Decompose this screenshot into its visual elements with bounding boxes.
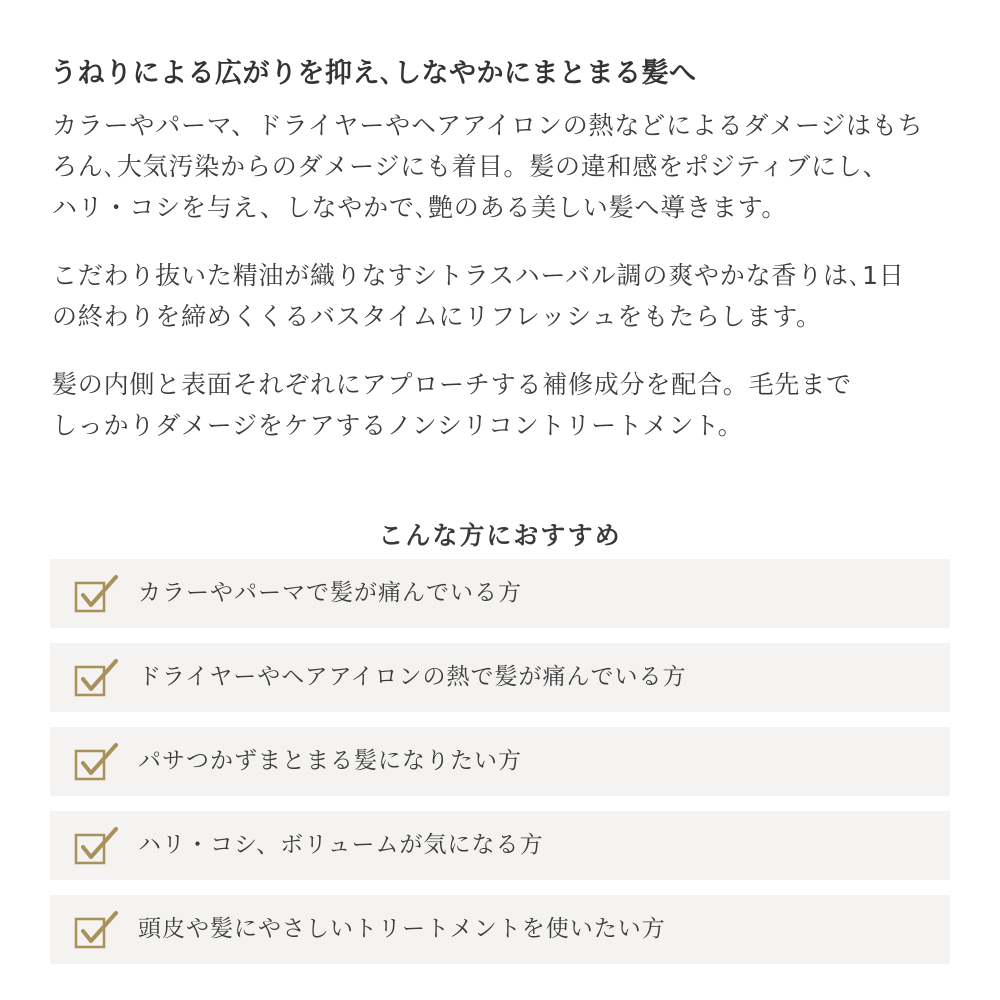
paragraph-line: カラーやパーマ、ドライヤーやヘアアイロンの熱などによるダメージはもち	[52, 111, 924, 140]
paragraph-line: ハリ・コシを与え、しなやかで､艶のある美しい髪へ導きます。	[52, 193, 788, 222]
list-item	[50, 895, 950, 964]
description-paragraph-1	[52, 105, 962, 228]
recommend-list	[50, 559, 950, 979]
checkbox-checked-icon	[74, 826, 118, 866]
description-paragraph-3	[52, 364, 962, 446]
list-item	[50, 643, 950, 712]
paragraph-line: 髪の内側と表面それぞれにアプローチする補修成分を配合。毛先まで	[52, 370, 852, 399]
paragraph-line: ろん､大気汚染からのダメージにも着目。髪の違和感をポジティブにし、	[52, 152, 889, 181]
headline: うねりによる広がりを抑え､しなやかにまとまる髪へ	[50, 58, 697, 90]
list-item	[50, 727, 950, 796]
paragraph-line: の終わりを締めくくるバスタイムにリフレッシュをもたらします。	[52, 302, 822, 331]
checkbox-checked-icon	[74, 574, 118, 614]
checkbox-checked-icon	[74, 742, 118, 782]
recommend-item-text: ハリ・コシ、ボリュームが気になる方	[138, 832, 544, 858]
recommend-item-text: パサつかずまとまる髪になりたい方	[138, 748, 522, 774]
paragraph-line: しっかりダメージをケアするノンシリコントリートメント。	[52, 411, 744, 440]
checkbox-checked-icon	[74, 910, 118, 950]
recommend-item-text: 頭皮や髪にやさしいトリートメントを使いたい方	[138, 916, 666, 942]
checkbox-checked-icon	[74, 658, 118, 698]
recommend-title: こんな方におすすめ	[378, 520, 622, 550]
recommend-item-text: カラーやパーマで髪が痛んでいる方	[138, 580, 522, 606]
list-item	[50, 811, 950, 880]
paragraph-line: こだわり抜いた精油が織りなすシトラスハーバル調の爽やかな香りは､1日	[52, 261, 905, 290]
description-paragraph-2	[52, 255, 962, 337]
list-item	[50, 559, 950, 628]
recommend-item-text: ドライヤーやヘアアイロンの熱で髪が痛んでいる方	[138, 664, 687, 690]
